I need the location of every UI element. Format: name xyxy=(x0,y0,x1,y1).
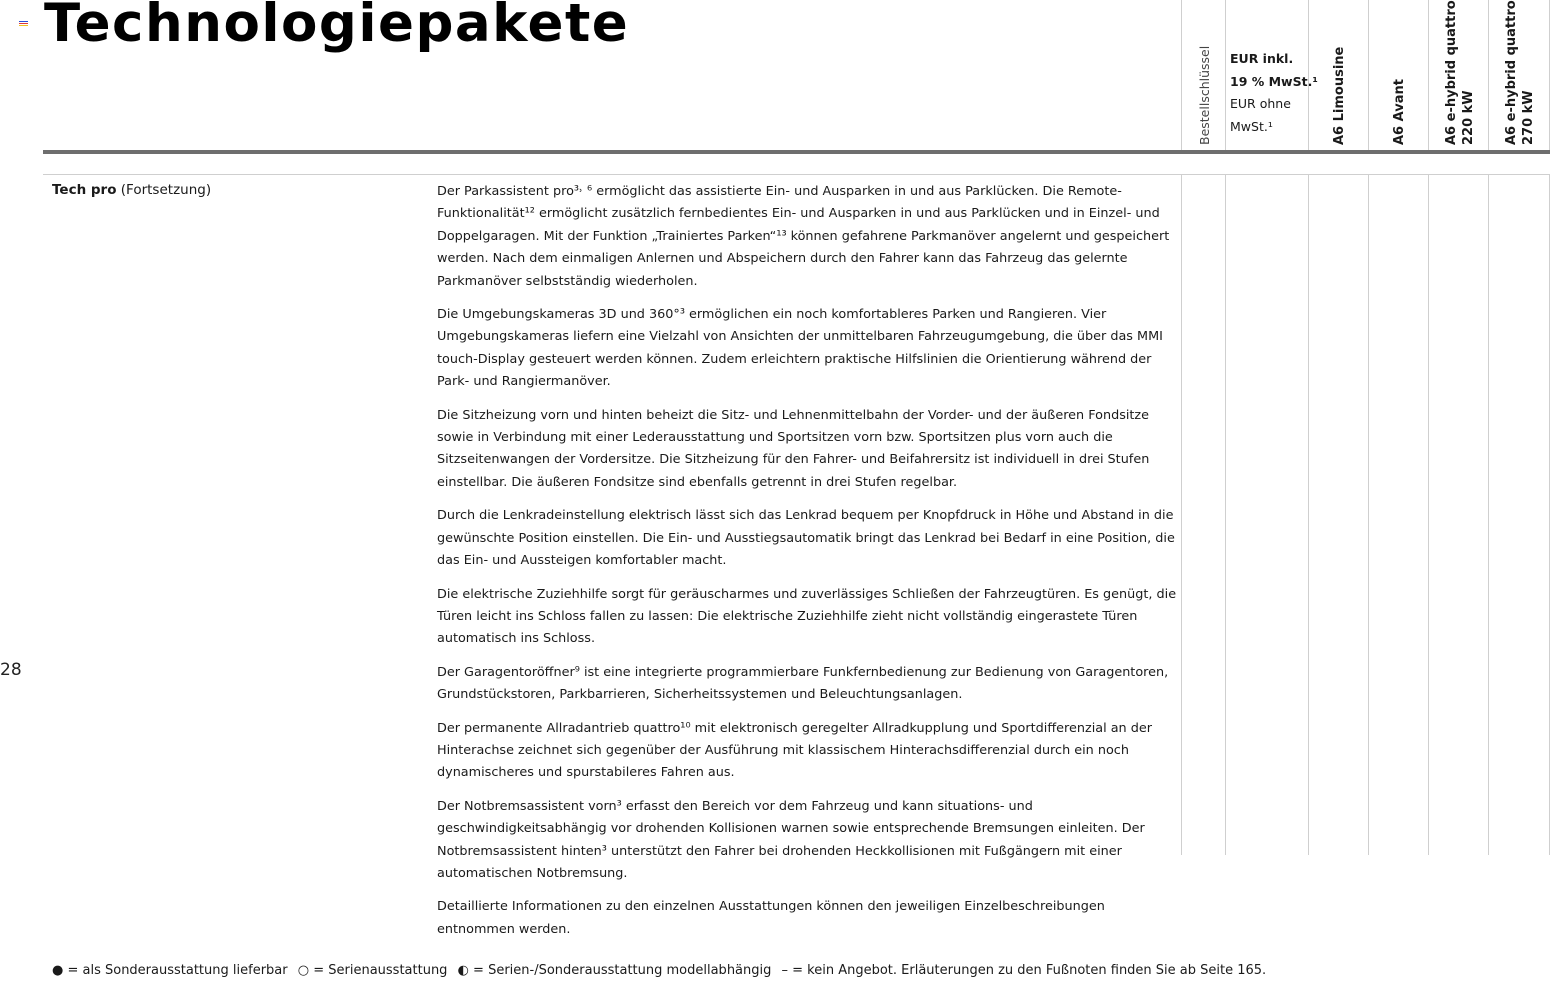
legend-option: ● = als Sonderausstattung lieferbar xyxy=(52,963,288,978)
page-title: Technologiepakete xyxy=(44,0,630,54)
footer-legend xyxy=(52,963,1272,978)
model-line2: 220 kW xyxy=(1461,90,1476,145)
column-divider xyxy=(1428,174,1429,855)
paragraph-parkassistent: Der Parkassistent pro³˒ ⁶ ermöglicht das assistierte Ein- und Ausparken in und aus Parklücken. Die Remote-Funktionalität¹² ermöglicht zusätzlich fernbedientes Ein- und Ausparken in und aus Parklücken und in Einzel- und Doppelgaragen. Mit der Funktion „Trainiertes Parken“¹³ können gefahrene Parkmanöver angelernt und gespeichert werden. Nach dem einmaligen Anlernen und Abspeichern durch den Fahrer kann das Fahrzeug das gelernte Parkmanöver selbstständig wiederholen. xyxy=(437,184,1170,289)
model-line1: A6 Limousine xyxy=(1332,46,1347,145)
header-model-a6-limousine xyxy=(1331,5,1348,145)
row-label-suffix: (Fortsetzung) xyxy=(120,182,212,198)
column-divider xyxy=(1181,0,1182,150)
header-eur-ohne: EUR ohne xyxy=(1230,96,1291,111)
paragraph-umgebungskameras: Die Umgebungskameras 3D und 360°³ ermöglichen ein noch komfortableres Parken und Rangieren. Vier Umgebungskameras liefern eine Vielzahl von Ansichten der unmittelbaren Fahrzeugumgebung, die über das MMI touch-Display gesteuert werden können. Zudem erleichtern praktische Hilfslinien die Orientierung während der Park- und Rangiermanöver. xyxy=(437,307,1163,390)
paragraph-details: Detaillierte Informationen zu den einzelnen Ausstattungen können den jeweiligen Einzelbeschreibungen entnommen werden. xyxy=(437,899,1105,937)
header-eur-inkl: EUR inkl. xyxy=(1230,51,1294,66)
row-label-name: Tech pro xyxy=(52,182,117,198)
paragraph-notbremsassistent: Der Notbremsassistent vorn³ erfasst den Bereich vor dem Fahrzeug und kann situations- und geschwindigkeitsabhängig vor drohenden Kollisionen warnen sowie entsprechende Bremsungen einleiten. Der Notbremsassistent hinten³ unterstützt den Fahrer bei drohenden Heckkollisionen mit Fußgängern mit einer automatischen Notbremsung. xyxy=(437,798,1145,881)
header-bestellschluessel: Bestellschlüssel xyxy=(1197,45,1212,145)
legend-model: ◐ = Serien-/Sonderausstattung modellabhängig xyxy=(457,963,772,978)
legend-standard: ○ = Serienausstattung xyxy=(297,963,448,978)
header-model-a6-e-hybrid-270 xyxy=(1503,0,1537,145)
column-divider xyxy=(1488,0,1489,150)
model-line2: 270 kW xyxy=(1521,90,1536,145)
header-rule xyxy=(43,150,1550,154)
marker-stripe-blue xyxy=(19,21,28,22)
paragraph-sitzheizung: Die Sitzheizung vorn und hinten beheizt die Sitz- und Lehnenmittelbahn der Vorder- und der äußeren Fondsitze sowie in Verbindung mit einer Lederausstattung und Sportsitzen vorn bzw. Sportsitzen plus vorn auch die Sitzseitenwangen der Vordersitze. Die Sitzheizung für den Fahrer- und Beifahrersitz ist individuell in drei Stufen einstellbar. Die äußeren Fondsitze sind ebenfalls getrennt in drei Stufen regelbar. xyxy=(437,407,1150,490)
paragraph-lenkradeinstellung: Durch die Lenkradeinstellung elektrisch lässt sich das Lenkrad bequem per Knopfdruck in Höhe und Abstand in die gewünschte Position einstellen. Die Ein- und Ausstiegsautomatik bringt das Lenkrad bei Bedarf in eine Position, die das Ein- und Aussteigen komfortabler macht. xyxy=(437,508,1175,569)
column-divider xyxy=(1428,0,1429,150)
column-divider xyxy=(1368,0,1369,150)
header-eur-price xyxy=(1230,48,1318,138)
legend-none: – = kein Angebot. Erläuterungen zu den Fußnoten finden Sie ab Seite 165. xyxy=(781,963,1267,978)
model-line1: A6 Avant xyxy=(1392,79,1407,145)
paragraph-zuziehhilfe: Die elektrische Zuziehhilfe sorgt für geräuscharmes und zuverlässiges Schließen der Fahrzeugtüren. Es genügt, die Türen leicht ins Schloss fallen zu lassen: Die elektrische Zuziehhilfe zieht nicht vollständig eingerastete Türen automatisch ins Schloss. xyxy=(437,586,1177,647)
model-line1: A6 e-hybrid quattro xyxy=(1504,0,1519,145)
header-eur-ohne-mwst: MwSt.¹ xyxy=(1230,118,1273,134)
column-divider xyxy=(1308,174,1309,855)
column-divider xyxy=(1225,0,1226,150)
column-divider xyxy=(1488,174,1489,855)
row-rule xyxy=(43,174,1550,175)
paragraph-allradantrieb: Der permanente Allradantrieb quattro¹⁰ mit elektronisch geregelter Allradkupplung und Sportdifferenzial an der Hinterachse zeichnet sich gegenüber der Ausführung mit klassischem Hinterachsdifferenzial durch ein noch dynamischeres und spurstabileres Fahren aus. xyxy=(437,720,1152,781)
marker-stripe-yellow xyxy=(19,25,28,26)
column-divider xyxy=(1181,174,1182,855)
marker-stripe-red xyxy=(19,23,28,24)
paragraph-garagentoroeffner: Der Garagentoröffner⁹ ist eine integrierte programmierbare Funkfernbedienung zur Bedienung von Garagentoren, Grundstückstoren, Parkbarrieren, Sicherheitssystemen und Beleuchtungsanlagen. xyxy=(437,664,1169,703)
page-number: 28 xyxy=(0,660,22,680)
color-marker-icon xyxy=(19,21,28,27)
model-line1: A6 e-hybrid quattro xyxy=(1444,0,1459,145)
header-model-a6-e-hybrid-220 xyxy=(1443,0,1477,145)
row-label xyxy=(52,182,211,198)
row-description xyxy=(437,181,1177,952)
column-divider xyxy=(1368,174,1369,855)
header-model-a6-avant xyxy=(1391,5,1408,145)
header-eur-mwst: 19 % MwSt.¹ xyxy=(1230,73,1318,89)
column-divider xyxy=(1225,174,1226,855)
